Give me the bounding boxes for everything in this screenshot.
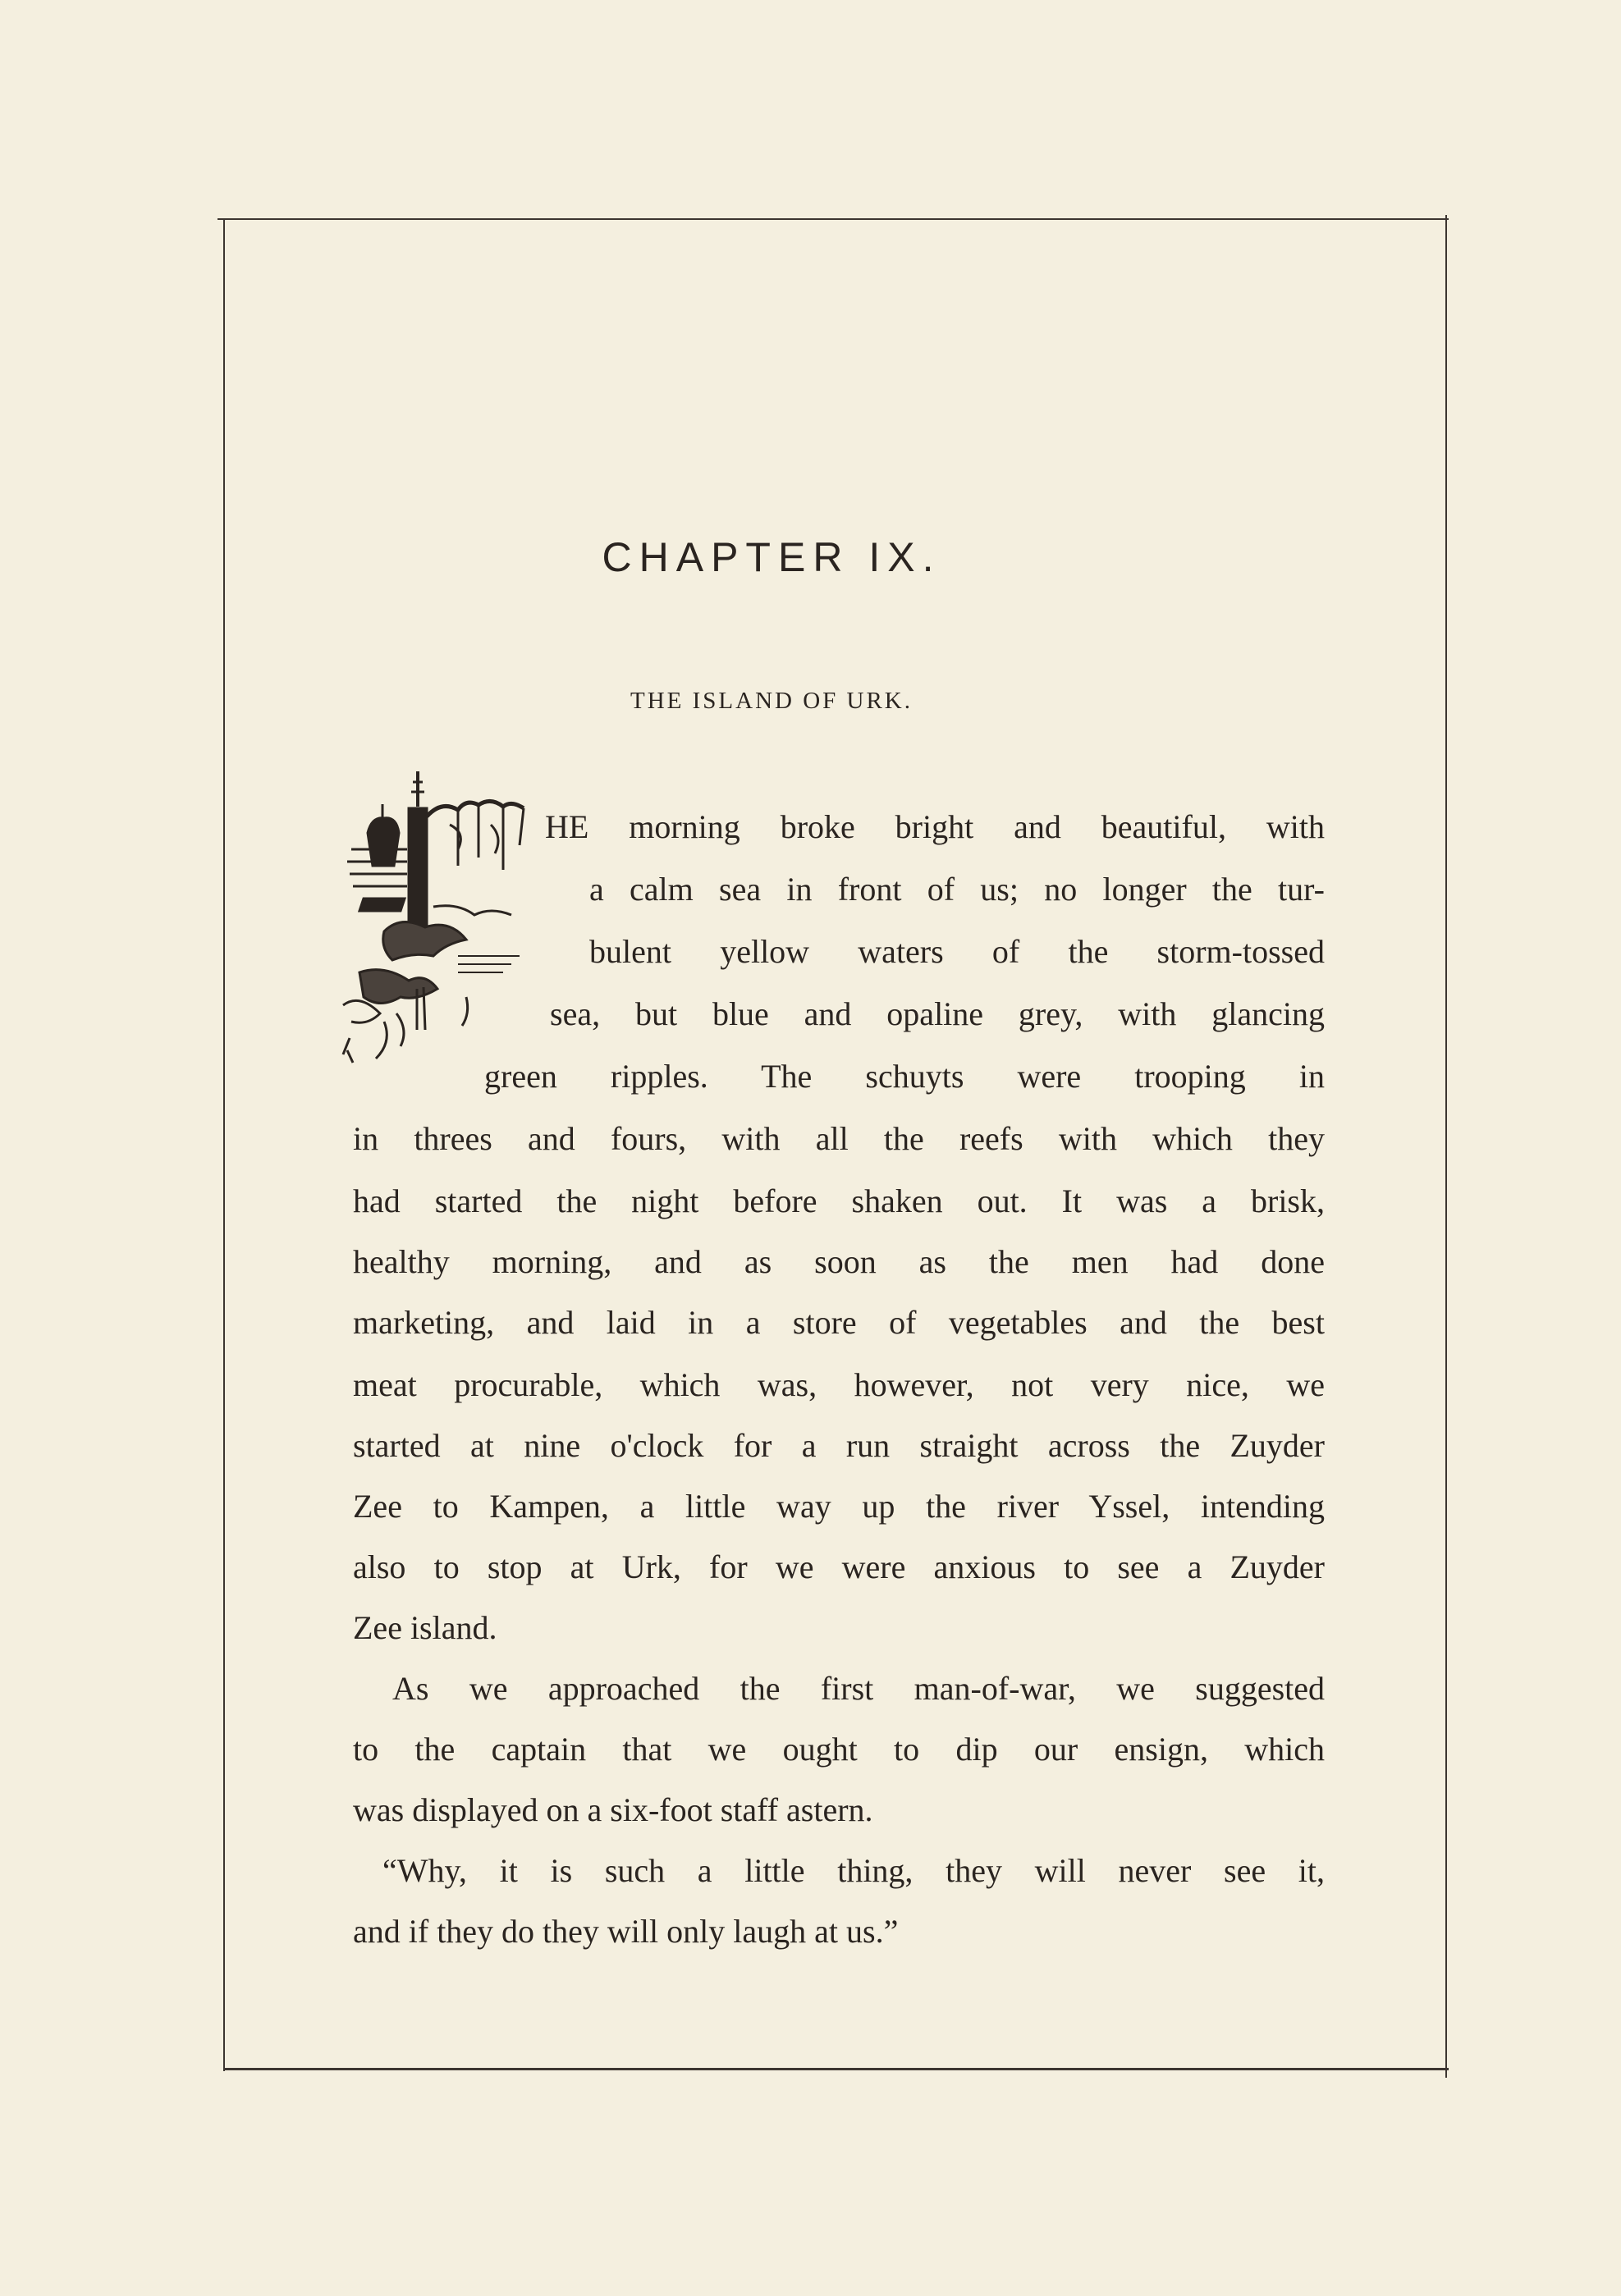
text-line-6: in threes and fours, with all the reefs with which they xyxy=(353,1120,1325,1157)
text-line-19: and if they do they will only laugh at us.” xyxy=(353,1913,899,1950)
page-border-bottom xyxy=(223,2068,1449,2070)
page-border-left xyxy=(223,218,225,2071)
chapter-title: CHAPTER IX. xyxy=(602,534,941,580)
text-line-7: had started the night before shaken out. It was a brisk, xyxy=(353,1182,1325,1219)
text-line-16: to the captain that we ought to dip our ensign, which xyxy=(353,1731,1325,1768)
text-line-15: As we approached the first man-of-war, we suggested xyxy=(392,1670,1325,1707)
text-line-9: marketing, and laid in a store of vegetables and the best xyxy=(353,1304,1325,1341)
text-line-10: meat procurable, which was, however, not very nice, we xyxy=(353,1366,1325,1403)
text-line-14: Zee island. xyxy=(353,1609,497,1646)
text-line-4: sea, but blue and opaline grey, with glancing xyxy=(550,995,1325,1032)
text-line-8: healthy morning, and as soon as the men had done xyxy=(353,1243,1325,1280)
page-border-right xyxy=(1445,215,1447,2078)
page-border-top xyxy=(218,218,1449,220)
text-line-11: started at nine o'clock for a run straight across the Zuyder xyxy=(353,1427,1325,1464)
text-line-2: a calm sea in front of us; no longer the tur- xyxy=(589,871,1325,908)
ornamental-dropcap-t-icon xyxy=(335,767,550,1071)
text-line-18: “Why, it is such a little thing, they will never see it, xyxy=(382,1852,1325,1889)
text-line-3: bulent yellow waters of the storm-tossed xyxy=(589,933,1325,970)
chapter-subtitle: THE ISLAND OF URK. xyxy=(630,688,913,714)
text-line-5: green ripples. The schuyts were trooping in xyxy=(484,1058,1325,1095)
text-line-1: HE morning broke bright and beautiful, with xyxy=(545,808,1325,845)
text-line-17: was displayed on a six-foot staff astern. xyxy=(353,1791,873,1828)
text-line-13: also to stop at Urk, for we were anxious to see a Zuyder xyxy=(353,1548,1325,1585)
text-line-12: Zee to Kampen, a little way up the river Yssel, intending xyxy=(353,1488,1325,1525)
